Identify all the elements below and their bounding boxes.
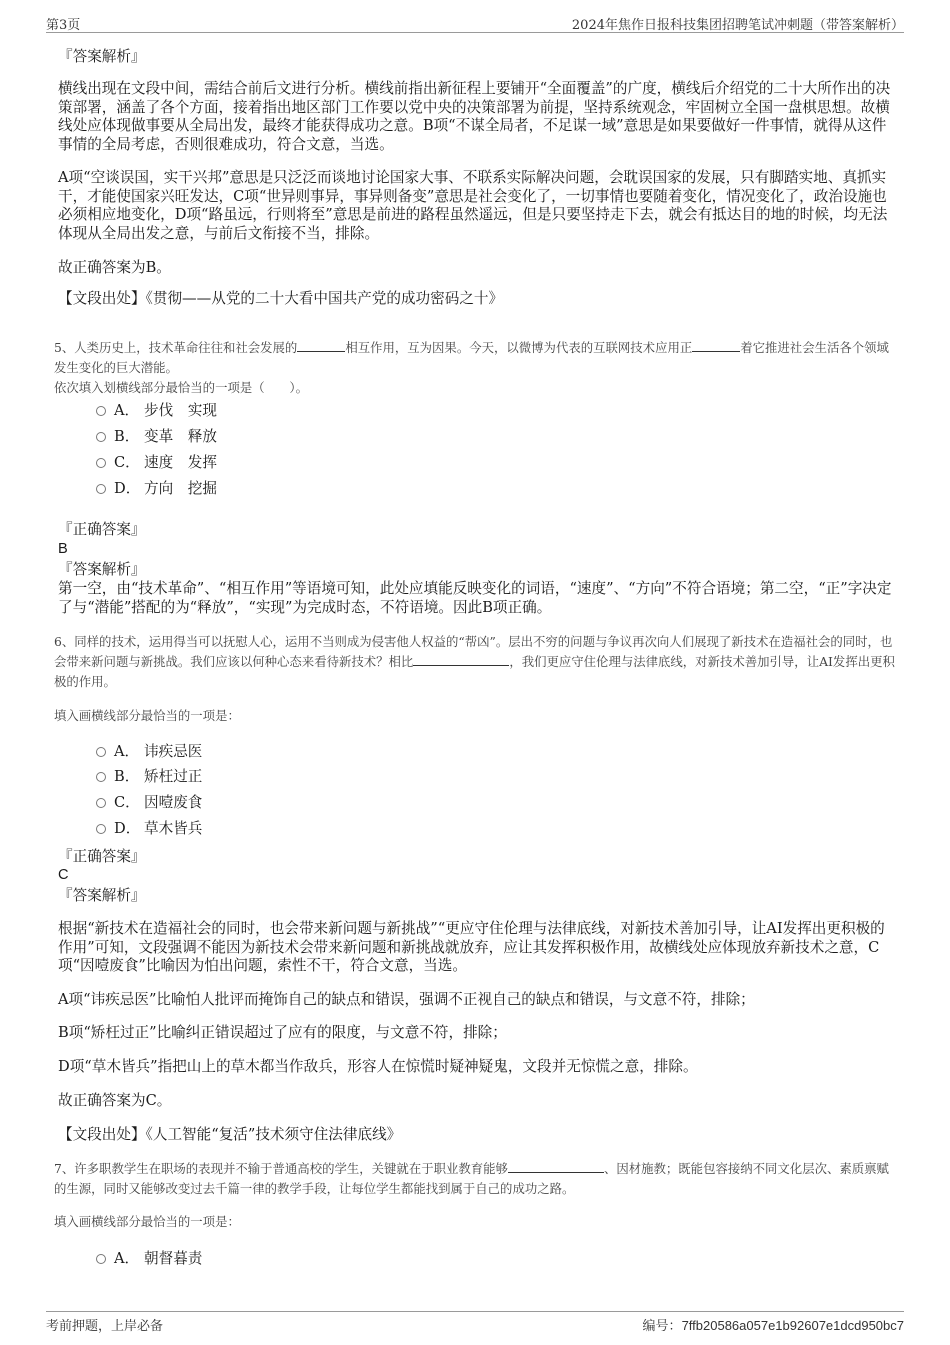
radio-icon[interactable] bbox=[96, 432, 106, 442]
q6-correct-label: 『正确答案』 bbox=[58, 848, 146, 865]
page-number: 第3页 bbox=[46, 18, 81, 33]
q6-explain-para3: B项“矫枉过正”比喻纠正错误超过了应有的限度，与文意不符，排除； bbox=[58, 1024, 507, 1041]
q4-explain-label: 『答案解析』 bbox=[58, 48, 146, 65]
q5-option-a[interactable]: A． 步伐 实现 bbox=[96, 402, 217, 420]
q7-prompt: 填入画横线部分最恰当的一项是： bbox=[54, 1214, 240, 1229]
q4-source: 【文段出处】《贯彻——从党的二十大看中国共产党的成功密码之十》 bbox=[58, 290, 504, 307]
radio-icon[interactable] bbox=[96, 747, 106, 757]
q6-correct: C bbox=[58, 867, 69, 883]
q5-prompt: 依次填入划横线部分最恰当的一项是（ ）。 bbox=[54, 380, 309, 395]
q5-correct: B bbox=[58, 541, 68, 557]
q5-option-b[interactable]: B． 变革 释放 bbox=[96, 428, 217, 446]
q6-option-d[interactable]: D． 草木皆兵 bbox=[96, 820, 202, 838]
q6-answer: 故正确答案为C。 bbox=[58, 1092, 172, 1109]
q5-option-d[interactable]: D． 方向 挖掘 bbox=[96, 480, 217, 498]
page-footer bbox=[46, 1311, 904, 1335]
q6-source: 【文段出处】《人工智能“复活”技术须守住法律底线》 bbox=[58, 1126, 402, 1143]
q6-explain-para4: D项“草木皆兵”指把山上的草木都当作敌兵，形容人在惊慌时疑神疑鬼，文段并无惊慌之意，排除。 bbox=[58, 1058, 698, 1075]
q6-option-c[interactable]: C． 因噎废食 bbox=[96, 794, 202, 812]
document-code: 编号：7ffb20586a057e1b92607e1dcd950bc7 bbox=[642, 1318, 904, 1334]
q6-explain-label: 『答案解析』 bbox=[58, 887, 146, 904]
q5-stem: 5、人类历史上，技术革命往往和社会发展的 相互作用，互为因果。今天，以微博为代表的互联网技术应用正 着它推进社会生活各个领域发生变化的巨大潜能。 bbox=[54, 340, 889, 375]
q5-correct-label: 『正确答案』 bbox=[58, 521, 146, 538]
q6-blank bbox=[413, 653, 509, 666]
radio-icon[interactable] bbox=[96, 1254, 106, 1264]
q6-stem: 6、同样的技术，运用得当可以抚慰人心，运用不当则成为侵害他人权益的“帮凶”。层出不穷的问题与争议再次向人们展现了新技术在造福社会的同时，也会带来新问题与新挑战。我们应该以何种心态来看待新技术？相比 ，我们更应守住伦理与法律底线，对新技术善加引导，让AI发挥出更积极的作用。 bbox=[54, 634, 895, 689]
q5-explain: 第一空，由“技术革命”、“相互作用”等语境可知，此处应填能反映变化的词语，“速度”、“方向”不符合语境；第二空，“正”字决定了与“潜能”搭配的为“释放”，“实现”为完成时态，不符语境。因此B项正确。 bbox=[58, 580, 892, 616]
radio-icon[interactable] bbox=[96, 798, 106, 808]
q7-blank bbox=[508, 1160, 604, 1173]
q4-explain-para2: A项“空谈误国，实干兴邦”意思是只泛泛而谈地讨论国家大事、不联系实际解决问题，会耽误国家的发展，只有脚踏实地、真抓实干，才能使国家兴旺发达，C项“世异则事异，事异则备变”意思是社会变化了，一切事情也要随着变化，情况变化了，政治设施也必须相应地变化，D项“路虽远，行则将至”意思是前进的路程虽然遥远，但是只要坚持走下去，就会有抵达目的地的时候，均无法体现从全局出发之意，与前后文衔接不当，排除。 bbox=[58, 169, 888, 242]
radio-icon[interactable] bbox=[96, 484, 106, 494]
q7-option-a[interactable]: A． 朝督暮责 bbox=[96, 1250, 202, 1268]
q5-blank-2 bbox=[692, 339, 740, 352]
q5-explain-label: 『答案解析』 bbox=[58, 561, 146, 578]
q5-blank-1 bbox=[297, 339, 345, 352]
q6-explain-para2: A项“讳疾忌医”比喻怕人批评而掩饰自己的缺点和错误，强调不正视自己的缺点和错误，与文意不符，排除； bbox=[58, 991, 755, 1008]
radio-icon[interactable] bbox=[96, 772, 106, 782]
page-header bbox=[46, 14, 904, 33]
radio-icon[interactable] bbox=[96, 406, 106, 416]
q6-explain-para1: 根据“新技术在造福社会的同时，也会带来新问题与新挑战”“更应守住伦理与法律底线，对新技术善加引导，让AI发挥出更积极的作用”可知，文段强调不能因为新技术会带来新问题和新挑战就放弃，应让其发挥积极作用，故横线处应体现放弃新技术之意，C项“因噎废食”比喻因为怕出问题，索性不干，符合文意，当选。 bbox=[58, 920, 885, 974]
q7-stem: 7、许多职教学生在职场的表现并不输于普通高校的学生，关键就在于职业教育能够 、因材施教；既能包容接纳不同文化层次、素质禀赋的生源，同时又能够改变过去千篇一律的教学手段，让每位学生都能找到属于自己的成功之路。 bbox=[54, 1161, 889, 1196]
q4-answer: 故正确答案为B。 bbox=[58, 259, 171, 276]
q5-option-c[interactable]: C． 速度 发挥 bbox=[96, 454, 217, 472]
radio-icon[interactable] bbox=[96, 458, 106, 468]
q6-option-a[interactable]: A． 讳疾忌医 bbox=[96, 743, 202, 761]
footer-slogan: 考前押题，上岸必备 bbox=[46, 1319, 164, 1334]
q6-option-b[interactable]: B． 矫枉过正 bbox=[96, 768, 202, 786]
q4-explain-para1: 横线出现在文段中间，需结合前后文进行分析。横线前指出新征程上要铺开“全面覆盖”的广度，横线后介绍党的二十大所作出的决策部署，涵盖了各个方面，接着指出地区部门工作要以党中央的决策部署为前提，坚持系统观念，牢固树立全国一盘棋思想。故横线处应体现做事要从全局出发，最终才能获得成功之意。B项“不谋全局者，不足谋一域”意思是如果要做好一件事情，就得从这件事情的全局考虑，否则很难成功，符合文意，当选。 bbox=[58, 80, 891, 153]
document-title: 2024年焦作日报科技集团招聘笔试冲刺题（带答案解析） bbox=[571, 18, 904, 33]
radio-icon[interactable] bbox=[96, 824, 106, 834]
q6-prompt: 填入画横线部分最恰当的一项是： bbox=[54, 708, 240, 723]
